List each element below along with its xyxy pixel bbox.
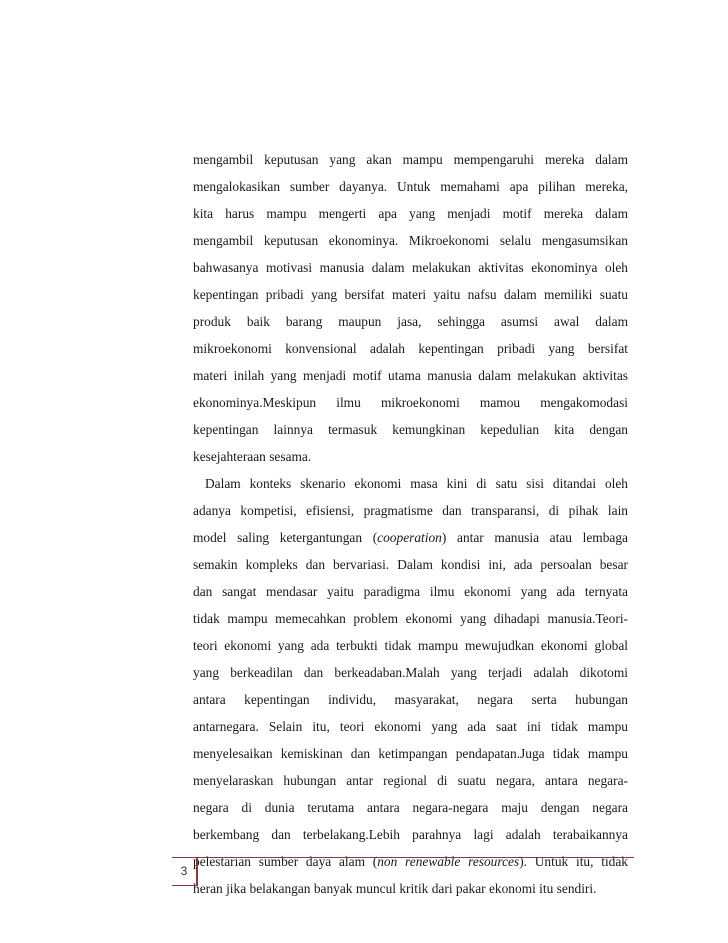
text-line: ekonominya.Meskipun ilmu mikroekonomi mamou mengakomodasi: [193, 395, 628, 410]
text-line: yang berkeadilan dan berkeadaban.Malah yang terjadi adalah dikotomi: [193, 665, 628, 680]
text-line: tidak mampu memecahkan problem ekonomi yang dihadapi manusia.Teori-: [193, 611, 628, 626]
text-line: mengambil keputusan yang akan mampu mempengaruhi mereka dalam: [193, 152, 628, 167]
text-line: teori ekonomi yang ada terbukti tidak mampu mewujudkan ekonomi global: [193, 638, 628, 653]
text-line: [193, 848, 628, 875]
text-line: mengambil keputusan ekonominya. Mikroekonomi selalu mengasumsikan: [193, 233, 628, 248]
text-line: menyelaraskan hubungan antar regional di suatu negara, antara negara-: [193, 773, 628, 788]
document-body: [193, 146, 628, 902]
text-segment: ) antar manusia atau lembaga: [441, 530, 628, 545]
text-line: negara di dunia terutama antara negara-negara maju dengan negara: [193, 800, 628, 815]
text-line: produk baik barang maupun jasa, sehingga asumsi awal dalam: [193, 314, 628, 329]
page-number: 3: [180, 864, 188, 878]
text-line: mikroekonomi konvensional adalah kepentingan pribadi yang bersifat: [193, 341, 628, 356]
text-line: heran jika belakangan banyak muncul kritik dari pakar ekonomi itu sendiri.: [193, 881, 597, 896]
italic-term: cooperation: [377, 530, 442, 545]
text-line: [193, 524, 628, 551]
text-line: antara kepentingan individu, masyarakat, negara serta hubungan: [193, 692, 628, 707]
text-segment: ). Untuk itu, tidak: [519, 854, 629, 869]
text-line: dan sangat mendasar yaitu paradigma ilmu ekonomi yang ada ternyata: [193, 584, 628, 599]
footer-divider: [172, 857, 634, 858]
text-line: adanya kompetisi, efisiensi, pragmatisme dan transparansi, di pihak lain: [193, 503, 628, 518]
text-line: kepentingan pribadi yang bersifat materi yaitu nafsu dalam memiliki suatu: [193, 287, 628, 302]
italic-term: non renewable resources: [377, 854, 520, 869]
text-segment: model saling ketergantungan (: [193, 530, 378, 545]
text-line: Dalam konteks skenario ekonomi masa kini di satu sisi ditandai oleh: [205, 476, 628, 491]
text-line: bahwasanya motivasi manusia dalam melakukan aktivitas ekonominya oleh: [193, 260, 628, 275]
text-line: kesejahteraan sesama.: [193, 449, 312, 464]
text-line: berkembang dan terbelakang.Lebih parahnya lagi adalah terabaikannya: [193, 827, 628, 842]
text-segment: pelestarian sumber daya alam (: [193, 854, 378, 869]
paragraph: [193, 470, 628, 902]
text-line: antarnegara. Selain itu, teori ekonomi yang ada saat ini tidak mampu: [193, 719, 628, 734]
text-line: menyelesaikan kemiskinan dan ketimpangan pendapatan.Juga tidak mampu: [193, 746, 628, 761]
text-line: kita harus mampu mengerti apa yang menjadi motif mereka dalam: [193, 206, 628, 221]
text-line: semakin kompleks dan bervariasi. Dalam kondisi ini, ada persoalan besar: [193, 557, 628, 572]
text-line: mengalokasikan sumber dayanya. Untuk memahami apa pilihan mereka,: [193, 179, 628, 194]
text-line: materi inilah yang menjadi motif utama manusia dalam melakukan aktivitas: [193, 368, 628, 383]
paragraph: [193, 146, 628, 470]
text-line: kepentingan lainnya termasuk kemungkinan kepedulian kita dengan: [193, 422, 628, 437]
